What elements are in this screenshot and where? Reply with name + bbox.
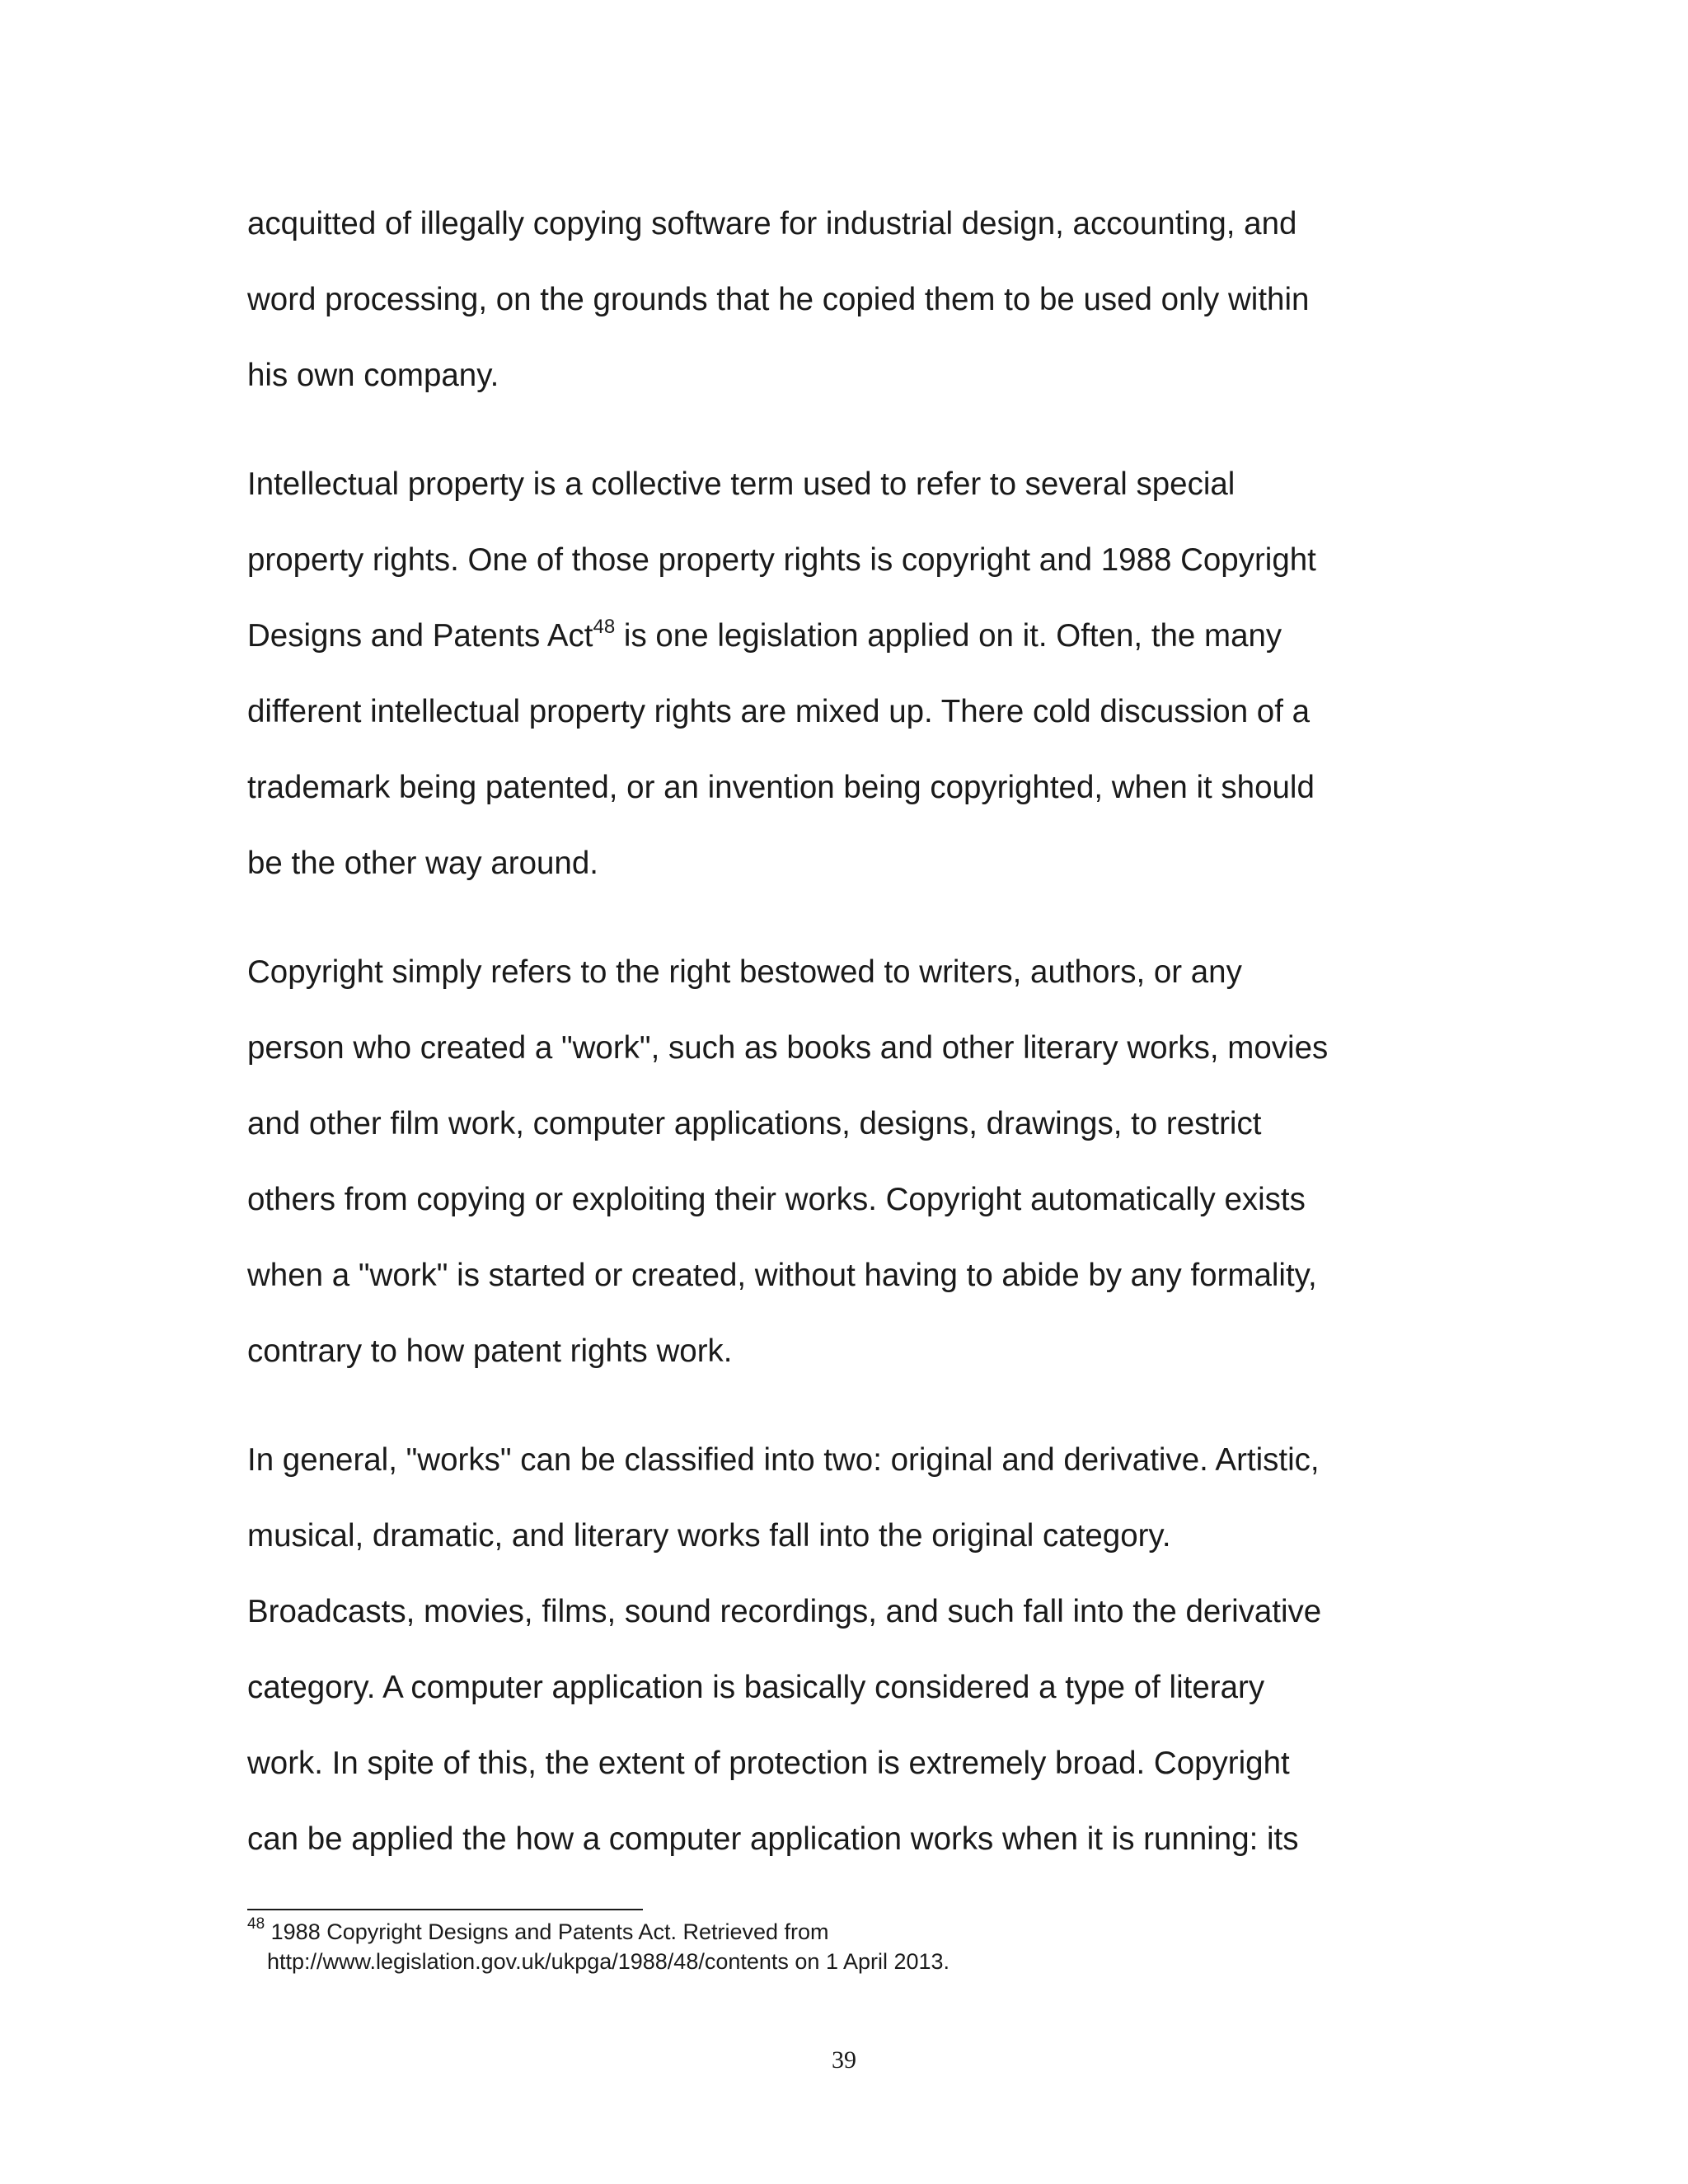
- text-line: person who created a "work", such as books and other literary works, movies: [247, 1030, 1329, 1066]
- text-line: others from copying or exploiting their works. Copyright automatically exists: [247, 1182, 1306, 1217]
- footnote-line: [247, 1917, 1401, 1947]
- page-number: 39: [832, 2046, 856, 2074]
- text-line: his own company.: [247, 358, 499, 393]
- footnote-reference: 48: [593, 616, 616, 639]
- text-line: musical, dramatic, and literary works fall into the original category.: [247, 1518, 1171, 1554]
- text-line: and other film work, computer applications, designs, drawings, to restrict: [247, 1106, 1262, 1141]
- text-line: different intellectual property rights are mixed up. There cold discussion of a: [247, 694, 1311, 729]
- footnote-divider: [247, 1909, 643, 1910]
- text-segment: is one legislation applied on it. Often, the many: [615, 618, 1282, 654]
- paragraph-4: [247, 1422, 1418, 1877]
- footnote-number: 48: [247, 1915, 265, 1933]
- text-line: trademark being patented, or an invention being copyrighted, when it should: [247, 770, 1315, 805]
- text-line: work. In spite of this, the extent of protection is extremely broad. Copyright: [247, 1746, 1290, 1781]
- text-line: word processing, on the grounds that he copied them to be used only within: [247, 282, 1310, 317]
- text-line: when a "work" is started or created, without having to abide by any formality,: [247, 1258, 1317, 1293]
- text-line: can be applied the how a computer application works when it is running: its: [247, 1821, 1299, 1857]
- text-line: property rights. One of those property rights is copyright and 1988 Copyright: [247, 542, 1316, 578]
- text-line: Intellectual property is a collective term used to refer to several special: [247, 466, 1236, 502]
- paragraph-2: [247, 447, 1418, 902]
- text-segment: Designs and Patents Act: [247, 618, 593, 654]
- footnote-url-line: http://www.legislation.gov.uk/ukpga/1988/48/contents on 1 April 2013.: [267, 1949, 950, 1974]
- text-line: Broadcasts, movies, films, sound recordings, and such fall into the derivative: [247, 1594, 1322, 1629]
- text-line-with-footnote-ref: [247, 598, 1418, 674]
- paragraph-3: [247, 935, 1418, 1390]
- text-line: Copyright simply refers to the right bestowed to writers, authors, or any: [247, 954, 1242, 990]
- text-line: acquitted of illegally copying software for industrial design, accounting, and: [247, 206, 1297, 241]
- paragraph-1: [247, 186, 1418, 414]
- text-line: contrary to how patent rights work.: [247, 1333, 733, 1369]
- text-line: be the other way around.: [247, 846, 598, 881]
- footnote: [247, 1917, 1401, 1976]
- footnote-text: 1988 Copyright Designs and Patents Act. Retrieved from: [265, 1919, 829, 1944]
- text-line: In general, "works" can be classified into two: original and derivative. Artistic,: [247, 1442, 1320, 1478]
- body-text: [247, 186, 1418, 1910]
- text-line: category. A computer application is basically considered a type of literary: [247, 1670, 1265, 1705]
